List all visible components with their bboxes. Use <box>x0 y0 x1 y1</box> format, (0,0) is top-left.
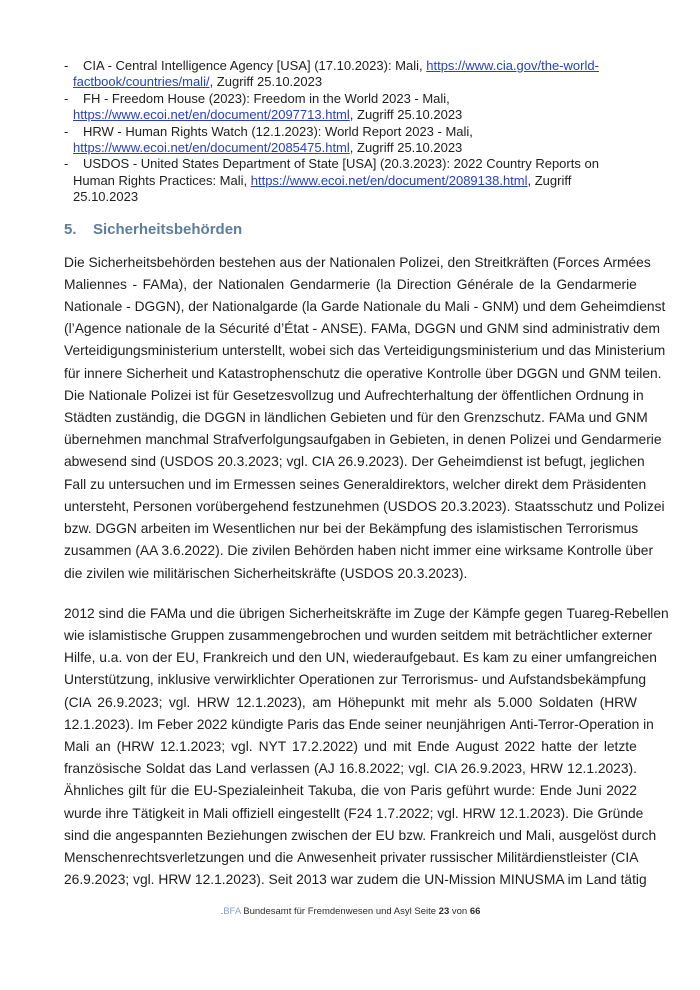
text-line: 26.9.2023; vgl. HRW 12.1.2023). Seit 2013 war zudem die UN-Mission MINUSMA im Land tätig <box>64 872 647 888</box>
text-line: abwesend sind (USDOS 20.3.2023; vgl. CIA 26.9.2023). Der Geheimdienst ist befugt, jeglichen <box>64 454 645 470</box>
bullet-dash: - <box>64 123 69 139</box>
text-line: (l’Agence nationale de la Sécurité d’État - ANSE). FAMa, DGGN und GNM sind administrativ dem <box>64 321 660 337</box>
bullet-dash: - <box>64 90 69 106</box>
footer-organization: Bundesamt für Fremdenwesen und Asyl <box>243 906 412 918</box>
text-line: Mali an (HRW 12.1.2023; vgl. NYT 17.2.2022) und mit Ende August 2022 hatte der letzte <box>64 738 637 754</box>
text-line: Städten zuständig, die DGGN in ländlichen Gebieten und für den Grenzschutz. FAMa und GNM <box>64 410 648 426</box>
text-line: Menschenrechtsverletzungen und die Anwesenheit privater russischer Militärdienstleister (CIA <box>64 849 639 865</box>
bullet-dash: - <box>64 156 69 172</box>
text-line: 2012 sind die FAMa und die übrigen Sicherheitskräfte im Zuge der Kämpfe gegen Tuareg-Rebellen <box>64 605 669 621</box>
text-line: übernehmen manchmal Strafverfolgungsaufgaben in Gebieten, in denen Polizei und Gendarmerie <box>64 432 662 448</box>
text-line: wie islamistische Gruppen zusammengebrochen und wurden seitdem mit beträchtlicher externer <box>64 627 653 643</box>
source-text: , Zugriff <box>527 172 572 188</box>
source-line <box>64 189 637 205</box>
text-line: die zivilen wie militärischen Sicherheitskräfte (USDOS 20.3.2023). <box>64 565 468 581</box>
body-paragraphs <box>64 252 669 892</box>
source-item <box>64 58 637 91</box>
text-line: Fall zu untersuchen und im Ermessen seines Generaldirektors, welcher direkt dem Präsidenten <box>64 476 647 492</box>
footer-page-label: Seite <box>414 906 437 918</box>
section-title: Sicherheitsbehörden <box>93 220 243 238</box>
source-line <box>64 124 637 140</box>
source-text: , Zugriff 25.10.2023 <box>209 74 323 90</box>
source-text: , Zugriff 25.10.2023 <box>349 107 463 123</box>
source-text: HRW - Human Rights Watch (12.1.2023): World Report 2023 - Mali, <box>83 123 473 139</box>
bullet-dash: - <box>64 58 69 73</box>
source-text: 25.10.2023 <box>73 189 139 205</box>
source-link-url[interactable]: https://www.ecoi.net/en/document/2089138.html <box>250 172 528 188</box>
source-text: Human Rights Practices: Mali, <box>73 172 251 188</box>
text-line: Ähnliches gilt für die EU-Spezialeinheit Takuba, die von Paris geführt wurde: Ende Juni 2022 <box>64 783 637 799</box>
source-link-url[interactable]: factbook/countries/mali/ <box>73 74 210 90</box>
source-item <box>64 124 637 157</box>
text-line: Verteidigungsministerium unterstellt, wobei sich das Verteidigungsministerium und das Ministerium <box>64 343 666 359</box>
source-line <box>64 173 637 189</box>
source-list <box>64 58 637 206</box>
text-line: Nationale - DGGN), der Nationalgarde (la Garde Nationale du Mali - GNM) und dem Geheimdienst <box>64 299 666 315</box>
text-line: (CIA 26.9.2023; vgl. HRW 12.1.2023), am Höhepunkt mit mehr als 5.000 Soldaten (HRW <box>64 694 637 710</box>
source-line <box>64 140 637 156</box>
source-line <box>64 107 637 123</box>
source-text: , Zugriff 25.10.2023 <box>349 140 463 156</box>
source-line <box>64 74 637 90</box>
text-line: Hilfe, u.a. von der EU, Frankreich und den UN, wiederaufgebaut. Es kam zu einer umfangreichen <box>64 650 657 666</box>
source-item <box>64 91 637 124</box>
text-line: Die Sicherheitsbehörden bestehen aus der Nationalen Polizei, den Streitkräften (Forces Armées <box>64 254 651 270</box>
source-text: USDOS - United States Department of State [USA] (20.3.2023): 2022 Country Reports on <box>83 156 599 172</box>
footer-von-label: von <box>451 906 468 918</box>
source-text: CIA - Central Intelligence Agency [USA] (17.10.2023): Mali, <box>83 58 427 73</box>
footer-logo-mark: . <box>220 906 224 918</box>
source-link-url[interactable]: https://www.ecoi.net/en/document/2097713.html <box>73 107 350 123</box>
text-line: sind die angespannten Beziehungen zwischen der EU bzw. Frankreich und Mali, ausgelöst durch <box>64 827 657 843</box>
text-line: wurde ihre Tätigkeit in Mali offiziell eingestellt (F24 1.7.2022; vgl. HRW 12.1.2023). Die Gründe <box>64 805 644 821</box>
paragraph <box>64 252 666 585</box>
footer-page-current: 23 <box>438 906 450 918</box>
footer-page-total: 66 <box>469 906 481 918</box>
paragraph <box>64 603 669 892</box>
source-line <box>64 58 637 74</box>
text-line: zusammen (AA 3.6.2022). Die zivilen Behörden haben nicht immer eine wirksame Kontrolle über <box>64 543 654 559</box>
source-link-url[interactable]: https://www.ecoi.net/en/document/2085475.html <box>73 140 350 156</box>
text-line: Maliennes - FAMa), der Nationalen Gendarmerie (la Direction Générale de la Gendarmerie <box>64 276 637 292</box>
page-footer <box>64 906 637 918</box>
section-number: 5. <box>64 220 77 238</box>
text-line: Die Nationale Polizei ist für Gesetzesvollzug und Aufrechterhaltung der öffentlichen Ordnung in <box>64 387 644 403</box>
source-text: FH - Freedom House (2023): Freedom in the World 2023 - Mali, <box>83 90 450 106</box>
text-line: 12.1.2023). Im Feber 2022 kündigte Paris das Ende seiner neunjährigen Anti-Terror-Operation in <box>64 716 654 732</box>
bfa-logo: BFA <box>223 906 241 918</box>
text-line: untersteht, Personen vorübergehend festzunehmen (USDOS 20.3.2023). Staatsschutz und Polizei <box>64 498 665 514</box>
text-line: französische Soldat das Land verlassen (AJ 16.8.2022; vgl. CIA 26.9.2023, HRW 12.1.2023). <box>64 761 637 777</box>
source-line <box>64 91 637 107</box>
text-line: bzw. DGGN arbeiten im Wesentlichen nur bei der Bekämpfung des islamistischen Terrorismus <box>64 521 639 537</box>
source-link-url[interactable]: https://www.cia.gov/the-world- <box>426 58 599 73</box>
text-line: Unterstützung, inklusive verwirklichter Operationen zur Terrorismus- und Aufstandsbekämpfung <box>64 672 647 688</box>
source-line <box>64 156 637 172</box>
source-item <box>64 156 637 205</box>
text-line: für innere Sicherheit und Katastrophenschutz die operative Kontrolle über DGGN und GNM teilen. <box>64 365 662 381</box>
section-heading <box>64 220 637 240</box>
